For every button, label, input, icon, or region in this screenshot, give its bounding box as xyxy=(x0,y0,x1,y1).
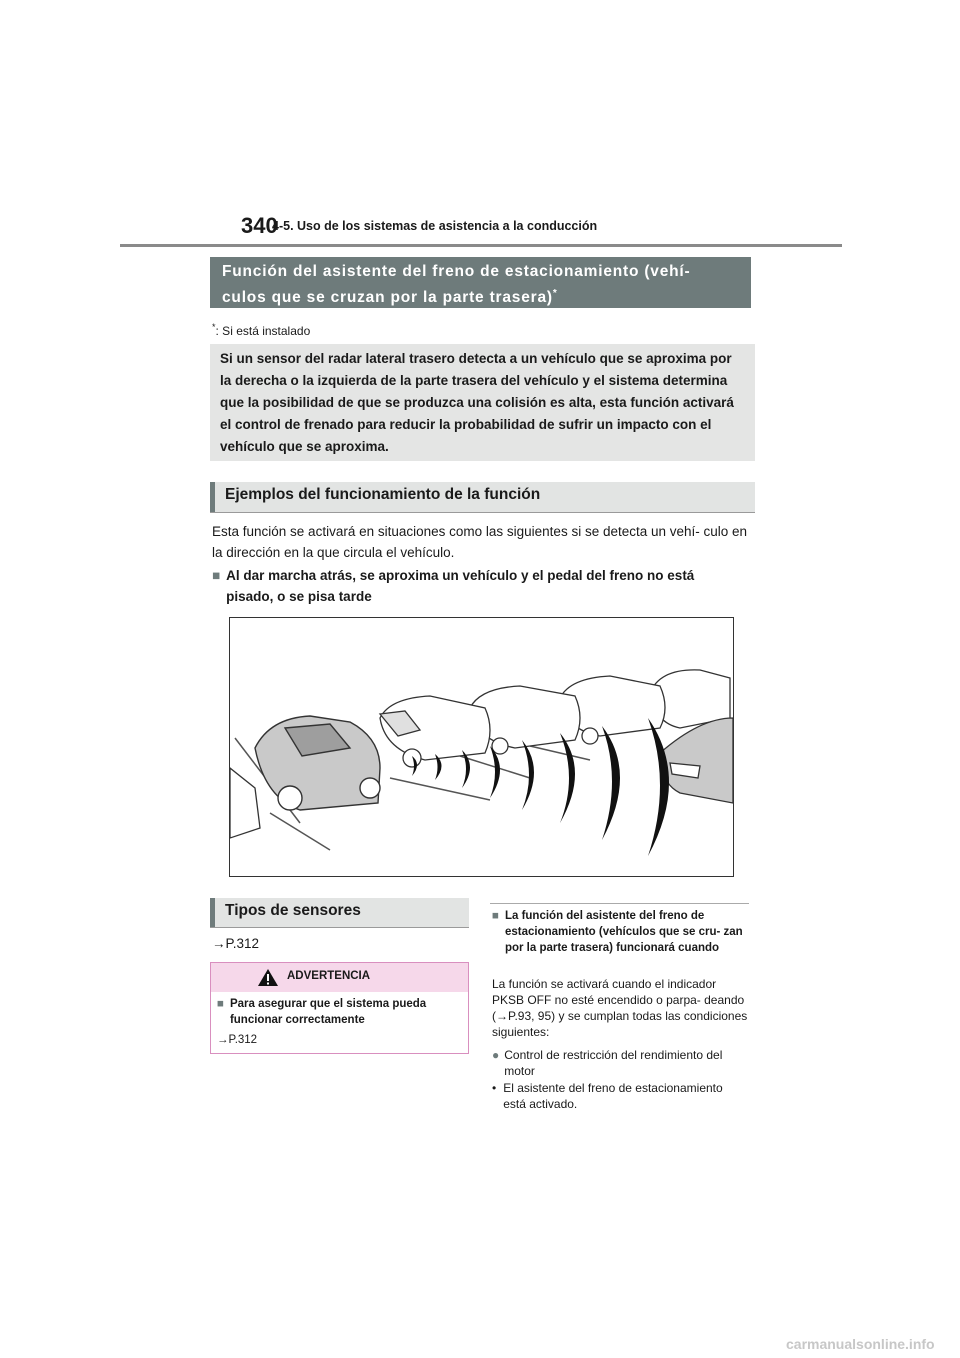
page-title xyxy=(210,257,751,308)
footnote-text: : Si está instalado xyxy=(215,324,311,338)
circle-bullet-icon: ● xyxy=(492,1048,500,1062)
square-bullet-icon: ■ xyxy=(492,910,499,922)
page-reference: →P.312 xyxy=(212,936,260,951)
warning-label: ADVERTENCIA xyxy=(287,970,371,982)
activation-conditions-heading-text: La función del asistente del freno de estacionamiento (vehículos que se cru- zan por la parte trasera) funcionará cuando xyxy=(504,910,743,954)
dot-bullet-icon: • xyxy=(492,1081,497,1095)
sensor-types-heading: Tipos de sensores xyxy=(210,898,469,927)
title-line-2 xyxy=(222,283,739,309)
title-line-1: Función del asistente del freno de estacionamiento (vehí- xyxy=(222,263,691,280)
header-divider xyxy=(120,244,842,247)
section-title: 4-5. Uso de los sistemas de asistencia a la conducción xyxy=(272,219,598,233)
footnote-asterisk: * xyxy=(212,322,216,332)
warning-box xyxy=(210,962,469,1054)
parking-lot-drawing xyxy=(230,618,733,876)
title-asterisk: * xyxy=(552,288,558,299)
warning-item-text: Para asegurar que el sistema pueda funcionar correctamente xyxy=(229,998,427,1026)
condition-subitem-text: El asistente del freno de estacionamiento está activado. xyxy=(503,1081,723,1111)
warning-reference: →P.312 xyxy=(217,1034,258,1046)
condition-item xyxy=(492,1047,750,1079)
square-bullet-icon: ■ xyxy=(217,998,224,1010)
sensor-types-heading-rule xyxy=(210,927,469,928)
title-line-2-text: culos que se cruzan por la parte trasera) xyxy=(222,289,553,307)
activation-conditions-body: La función se activará cuando el indicador PKSB OFF no esté encendido o parpa- deando (→P.93, 95) y se cumplan todas las condiciones siguientes: xyxy=(492,977,748,1039)
page-number: 340 xyxy=(241,213,278,238)
examples-body: Esta función se activará en situaciones como las siguientes si se detecta un vehí- culo en la dirección en la que circula el vehículo. xyxy=(212,524,748,560)
parking-illustration xyxy=(229,617,734,877)
warning-item xyxy=(217,996,462,1028)
examples-bullet xyxy=(212,565,752,607)
intro-summary: Si un sensor del radar lateral trasero detecta a un vehículo que se aproxima por la derecha o la izquierda de la parte trasera del vehículo y el sistema determina que la posibilidad de que se produzca una colisión es alta, esta función activará el control de frenado para reducir la probabilidad de sufrir un impacto con el vehículo que se aproxima. xyxy=(210,344,755,461)
examples-heading-rule xyxy=(210,512,755,513)
examples-heading: Ejemplos del funcionamiento de la función xyxy=(210,482,755,512)
square-bullet-icon: ■ xyxy=(212,568,221,583)
examples-bullet-text: Al dar marcha atrás, se aproxima un vehículo y el pedal del freno no está pisado, o se pisa tarde xyxy=(226,568,695,604)
condition-item-text: Control de restricción del rendimiento del motor xyxy=(504,1048,723,1078)
right-column-rule xyxy=(490,903,749,904)
footnote xyxy=(212,322,310,338)
watermark-logo: carmanualsonline.info xyxy=(786,1336,935,1352)
warning-header xyxy=(211,963,468,992)
condition-subitem xyxy=(492,1080,750,1112)
warning-triangle-icon xyxy=(257,968,279,987)
activation-conditions-heading xyxy=(492,908,752,956)
